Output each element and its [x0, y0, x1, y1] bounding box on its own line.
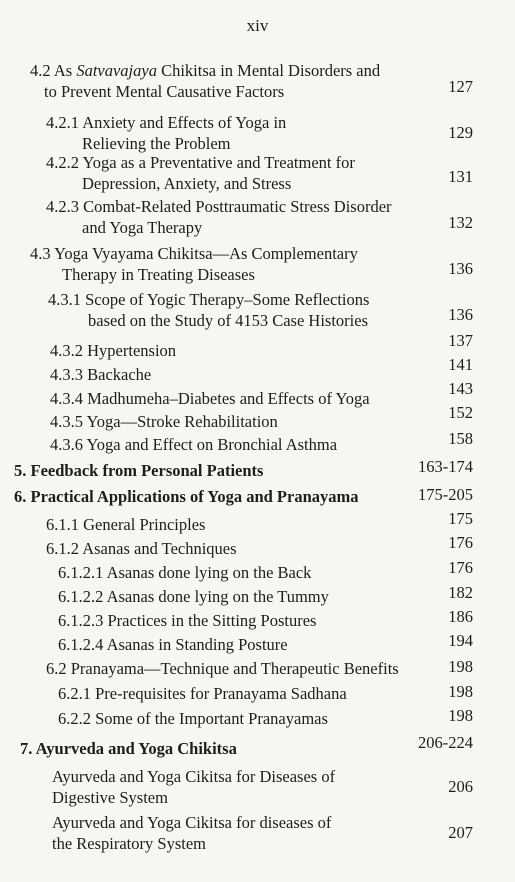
toc-entry-title-cont: Digestive System — [52, 788, 168, 807]
toc-entry-title-cont: Relieving the Problem — [82, 134, 231, 153]
toc-page-number: 143 — [448, 379, 473, 398]
toc-page-number: 198 — [448, 657, 473, 676]
toc-entry-title-cont: and Yoga Therapy — [82, 218, 203, 237]
toc-page-number: 152 — [448, 403, 473, 422]
toc-chapter-7: 7. Ayurveda and Yoga Chikitsa — [20, 739, 237, 758]
toc-entry-6-2: 6.2 Pranayama—Technique and Therapeutic Benefits — [46, 659, 399, 678]
toc-entry-6-1-2-4: 6.1.2.4 Asanas in Standing Posture — [58, 635, 288, 654]
toc-page-number: 136 — [448, 305, 473, 324]
toc-entry-4-3-6: 4.3.6 Yoga and Effect on Bronchial Asthma — [50, 435, 338, 454]
toc-page-number: 194 — [448, 631, 473, 650]
toc-page-number: 182 — [448, 583, 473, 602]
toc-page-number: 136 — [448, 259, 473, 278]
toc-entry-4-2 — [30, 60, 430, 102]
toc-entry-4-2-3 — [46, 196, 436, 238]
page-number: xiv — [246, 16, 269, 35]
toc-page-number: 132 — [448, 213, 473, 232]
toc-entry-title: 4.2.2 Yoga as a Preventative and Treatment for — [46, 153, 355, 172]
toc-entry-ayurveda-respiratory — [52, 812, 432, 854]
toc-page-number: 163-174 — [418, 457, 473, 476]
toc-page-number: 207 — [448, 823, 473, 842]
toc-entry-title-cont: Therapy in Treating Diseases — [62, 265, 255, 284]
toc-entry-6-1-2-2: 6.1.2.2 Asanas done lying on the Tummy — [58, 587, 329, 606]
toc-entry-title: Ayurveda and Yoga Cikitsa for diseases of — [52, 813, 332, 832]
toc-entry-title-cont: based on the Study of 4153 Case Histories — [88, 311, 369, 330]
toc-entry-title: 4.2.3 Combat-Related Posttraumatic Stress Disorder — [46, 197, 392, 216]
toc-entry-4-2-2 — [46, 152, 426, 194]
toc-entry-4-3 — [30, 243, 430, 285]
toc-entry-title-cont: the Respiratory System — [52, 834, 206, 853]
toc-page-number: 206-224 — [418, 733, 473, 752]
toc-entry-4-3-5: 4.3.5 Yoga—Stroke Rehabilitation — [50, 412, 278, 431]
toc-page-number: 198 — [448, 706, 473, 725]
toc-entry-4-2-1 — [46, 112, 426, 154]
toc-entry-title: 4.2 As Satvavajaya Chikitsa in Mental Disorders and — [30, 61, 381, 80]
toc-page-number: 206 — [448, 777, 473, 796]
toc-page-number: 127 — [448, 77, 473, 96]
toc-entry-4-3-2: 4.3.2 Hypertension — [50, 341, 177, 360]
toc-page-number: 198 — [448, 682, 473, 701]
toc-chapter-5: 5. Feedback from Personal Patients — [14, 461, 264, 480]
toc-entry-4-3-3: 4.3.3 Backache — [50, 365, 152, 384]
toc-page-number: 141 — [448, 355, 473, 374]
toc-entry-6-1-2-3: 6.1.2.3 Practices in the Sitting Postures — [58, 611, 317, 630]
toc-entry-title: 4.2.1 Anxiety and Effects of Yoga in — [46, 113, 287, 132]
toc-page-number: 186 — [448, 607, 473, 626]
toc-page-number: 129 — [448, 123, 473, 142]
toc-entry-title: 4.3 Yoga Vyayama Chikitsa—As Complementary — [30, 244, 358, 263]
toc-entry-4-3-1 — [48, 289, 428, 331]
toc-entry-6-1-1: 6.1.1 General Principles — [46, 515, 206, 534]
toc-entry-6-1-2: 6.1.2 Asanas and Techniques — [46, 539, 237, 558]
toc-entry-title-cont: to Prevent Mental Causative Factors — [44, 82, 285, 101]
toc-page-number: 175 — [448, 509, 473, 528]
toc-chapter-6: 6. Practical Applications of Yoga and Pranayama — [14, 487, 359, 506]
toc-page-number: 175-205 — [418, 485, 473, 504]
toc-page-number: 176 — [448, 533, 473, 552]
toc-entry-6-1-2-1: 6.1.2.1 Asanas done lying on the Back — [58, 563, 312, 582]
toc-entry-title: 4.3.1 Scope of Yogic Therapy–Some Reflections — [48, 290, 370, 309]
toc-page-number: 131 — [448, 167, 473, 186]
toc-entry-ayurveda-digestive — [52, 766, 432, 808]
toc-entry-title: Ayurveda and Yoga Cikitsa for Diseases of — [52, 767, 336, 786]
toc-page-number: 176 — [448, 558, 473, 577]
toc-page-number: 158 — [448, 429, 473, 448]
toc-page-number: 137 — [448, 331, 473, 350]
toc-entry-6-2-2: 6.2.2 Some of the Important Pranayamas — [58, 709, 328, 728]
toc-entry-4-3-4: 4.3.4 Madhumeha–Diabetes and Effects of Yoga — [50, 389, 370, 408]
toc-entry-title-cont: Depression, Anxiety, and Stress — [82, 174, 292, 193]
toc-entry-6-2-1: 6.2.1 Pre-requisites for Pranayama Sadhana — [58, 684, 347, 703]
